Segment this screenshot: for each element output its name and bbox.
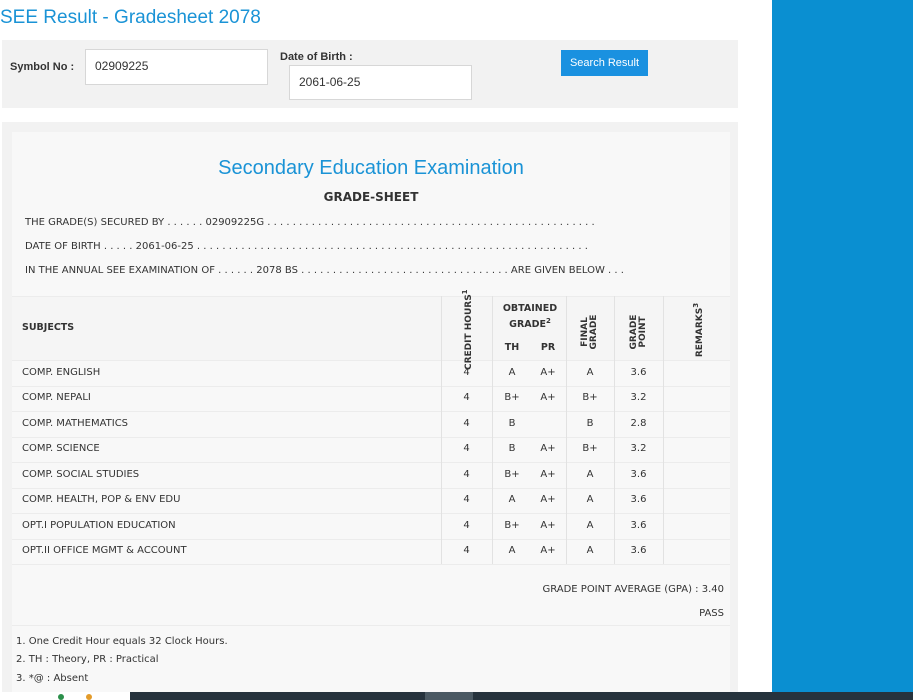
final-grade-cell: A — [586, 469, 594, 480]
pr-cell: A+ — [540, 469, 556, 480]
th-cell: B+ — [504, 469, 520, 480]
divider — [12, 488, 730, 489]
th-cell: A — [508, 545, 516, 556]
divider — [12, 360, 730, 361]
grade-point-cell: 3.6 — [630, 469, 647, 480]
subject-name: COMP. SCIENCE — [22, 443, 100, 454]
divider — [12, 462, 730, 463]
final-grade-cell: B — [586, 418, 594, 429]
subject-name: OPT.II OFFICE MGMT & ACCOUNT — [22, 545, 187, 556]
exam-title: Secondary Education Examination — [218, 157, 524, 179]
divider — [12, 539, 730, 540]
pr-cell: A+ — [540, 520, 556, 531]
grade-point-cell: 3.6 — [630, 494, 647, 505]
final-grade-cell: B+ — [582, 443, 598, 454]
obtained-grade-label: OBTAINED GRADE — [502, 303, 558, 331]
credit-hours-header — [460, 290, 474, 370]
credit-cell: 4 — [463, 443, 470, 454]
subject-name: COMP. NEPALI — [22, 392, 91, 403]
subject-name: OPT.I POPULATION EDUCATION — [22, 520, 176, 531]
final-grade-cell: A — [586, 494, 594, 505]
page-title: SEE Result - Gradesheet 2078 — [0, 7, 261, 28]
divider — [12, 386, 730, 387]
table-header — [12, 296, 730, 360]
grade-point-cell: 3.6 — [630, 545, 647, 556]
th-cell: B+ — [504, 392, 520, 403]
pr-cell: A+ — [540, 367, 556, 378]
divider — [12, 296, 730, 297]
app-icon[interactable] — [58, 694, 64, 700]
gpa-text: GRADE POINT AVERAGE (GPA) : 3.40 — [542, 584, 724, 595]
th-cell: B — [508, 418, 516, 429]
exam-line: IN THE ANNUAL SEE EXAMINATION OF . . . . . . 2078 BS . . . . . . . . . . . . . . . . . . . . . . . . . . . . . . . . . ARE GIVEN BELOW . . . — [25, 265, 624, 276]
th-cell: A — [508, 494, 516, 505]
footnote: 2. TH : Theory, PR : Practical — [16, 654, 159, 665]
pr-header: PR — [540, 342, 556, 353]
subject-name: COMP. ENGLISH — [22, 367, 101, 378]
remarks-label: REMARKS — [695, 307, 705, 358]
taskbar-item[interactable] — [425, 692, 473, 700]
subject-name: COMP. MATHEMATICS — [22, 418, 129, 429]
pr-cell: A+ — [540, 392, 556, 403]
grade-point-cell: 3.6 — [630, 367, 647, 378]
th-cell: B — [508, 443, 516, 454]
divider — [12, 437, 730, 438]
final-grade-cell: B+ — [582, 392, 598, 403]
th-header: TH — [504, 342, 520, 353]
right-side-panel — [772, 0, 913, 700]
footnote: 3. *@ : Absent — [16, 673, 89, 684]
divider — [12, 513, 730, 514]
th-cell: B+ — [504, 520, 520, 531]
grade-point-cell: 3.2 — [630, 392, 647, 403]
pr-cell: A+ — [540, 443, 556, 454]
obtained-grade-header — [494, 302, 566, 331]
secured-by-line: THE GRADE(S) SECURED BY . . . . . . 02909225G . . . . . . . . . . . . . . . . . . . . . . . . . . . . . . . . . . . . . . . . . . . . . . . . . . . . — [25, 217, 595, 228]
credit-cell: 4 — [463, 469, 470, 480]
divider — [663, 296, 664, 564]
grade-point-cell: 3.2 — [630, 443, 647, 454]
gradesheet-heading: GRADE-SHEET — [323, 190, 419, 204]
grade-point-cell: 2.8 — [630, 418, 647, 429]
subjects-header: SUBJECTS — [22, 322, 75, 333]
result-status: PASS — [699, 608, 724, 619]
subject-name: COMP. SOCIAL STUDIES — [22, 469, 140, 480]
obtained-footnote-mark: 2 — [545, 317, 551, 325]
pr-cell: A+ — [540, 494, 556, 505]
app-icon[interactable] — [86, 694, 92, 700]
credit-cell: 4 — [463, 367, 470, 378]
dob-input[interactable]: 2061-06-25 — [289, 65, 472, 100]
divider — [12, 411, 730, 412]
final-grade-cell: A — [586, 545, 594, 556]
remarks-header — [691, 290, 705, 370]
pr-cell: A+ — [540, 545, 556, 556]
credit-cell: 4 — [463, 520, 470, 531]
credit-cell: 4 — [463, 545, 470, 556]
taskbar-icons — [58, 694, 118, 700]
credit-hours-label: CREDIT HOURS — [464, 294, 474, 370]
dob-label: Date of Birth : — [280, 51, 353, 63]
footnote: 1. One Credit Hour equals 32 Clock Hours. — [16, 636, 228, 647]
credit-cell: 4 — [463, 418, 470, 429]
th-cell: A — [508, 367, 516, 378]
taskbar — [130, 692, 913, 700]
credit-cell: 4 — [463, 392, 470, 403]
grade-point-cell: 3.6 — [630, 520, 647, 531]
final-grade-header: FINAL GRADE — [580, 314, 599, 350]
divider — [492, 296, 493, 564]
divider — [12, 564, 730, 565]
search-result-button[interactable]: Search Result — [561, 50, 648, 76]
credit-footnote-mark: 1 — [461, 289, 469, 295]
dob-line: DATE OF BIRTH . . . . . 2061-06-25 . . . . . . . . . . . . . . . . . . . . . . . . . . . . . . . . . . . . . . . . . . . . . . . . . . . . . . . . . . . . . . — [25, 241, 588, 252]
gradesheet — [12, 132, 730, 692]
symbol-label: Symbol No : — [10, 61, 75, 73]
divider — [12, 625, 730, 626]
final-grade-cell: A — [586, 520, 594, 531]
final-grade-cell: A — [586, 367, 594, 378]
subject-name: COMP. HEALTH, POP & ENV EDU — [22, 494, 181, 505]
grade-point-header: GRADE POINT — [629, 314, 648, 350]
remarks-footnote-mark: 3 — [692, 302, 700, 308]
symbol-input[interactable]: 02909225 — [85, 49, 268, 85]
credit-cell: 4 — [463, 494, 470, 505]
